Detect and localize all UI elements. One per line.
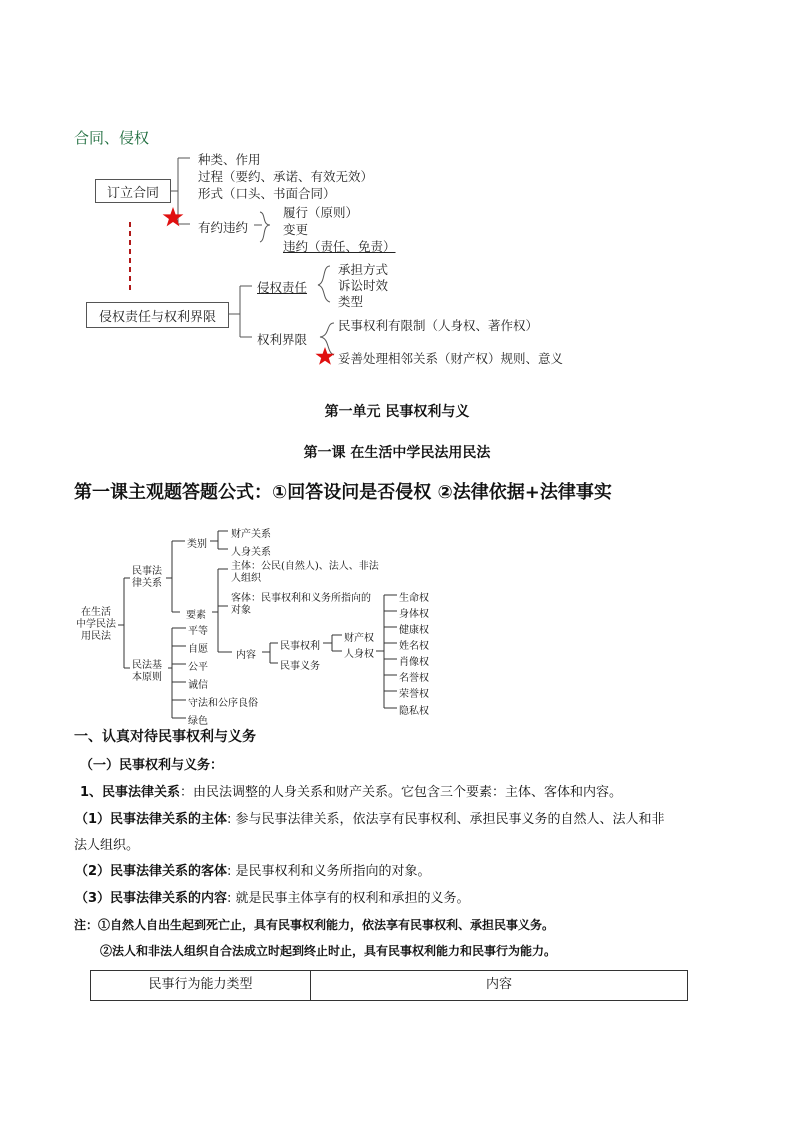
root-node bbox=[74, 607, 118, 643]
content-node: 内容 bbox=[236, 650, 256, 661]
paragraph-text: ：由民法调整的人身关系和财产关系。它包含三个要素：主体、客体和内容。 bbox=[180, 785, 623, 800]
breach-label: 有约违约 bbox=[198, 220, 249, 235]
contract-item: 种类、作用 bbox=[198, 152, 261, 167]
personal-right-item: 生命权 bbox=[399, 593, 429, 604]
subject-line: 主体：公民(自然人)、法人、非法 bbox=[231, 561, 379, 572]
personal-right-node: 人身权 bbox=[344, 649, 374, 660]
elements-node: 要素 bbox=[186, 610, 206, 621]
personal-right-item: 荣誉权 bbox=[399, 689, 429, 700]
rights-boundary-label: 权利界限 bbox=[257, 332, 308, 347]
breach-item: 履行（原则） bbox=[283, 205, 359, 220]
table-header-content: 内容 bbox=[311, 971, 688, 1001]
section-heading: 一、认真对待民事权利与义务 bbox=[74, 729, 256, 745]
paragraph-2-cont: 法人组织。 bbox=[74, 838, 140, 853]
principle-item: 绿色 bbox=[188, 716, 208, 727]
boundary-item: 民事权利有限制（人身权、著作权） bbox=[338, 318, 539, 333]
subject-node bbox=[231, 561, 379, 585]
category-item: 人身关系 bbox=[231, 547, 271, 558]
personal-right-item: 隐私权 bbox=[399, 706, 429, 717]
principle-item: 诚信 bbox=[188, 680, 208, 691]
subject-line: 人组织 bbox=[231, 573, 261, 584]
root-line: 中学民法 bbox=[76, 619, 116, 630]
tort-item: 承担方式 bbox=[338, 262, 389, 277]
tort-item: 诉讼时效 bbox=[338, 278, 389, 293]
lesson-title: 第一课 在生活中学民法用民法 bbox=[303, 445, 491, 461]
note-2: ②法人和非法人组织自合法成立时起到终止时止，具有民事权利能力和民事行为能力。 bbox=[100, 944, 557, 958]
legal-relation-node bbox=[132, 566, 162, 590]
paragraph-label: （1）民事法律关系的主体 bbox=[75, 812, 228, 827]
tort-box: 侵权责任与权利界限 bbox=[86, 302, 229, 328]
paragraph-text: : 是民事权利和义务所指向的对象。 bbox=[227, 864, 431, 879]
section-title-contract-tort: 合同、侵权 bbox=[74, 129, 150, 147]
principle-item: 自愿 bbox=[188, 644, 208, 655]
rel-line: 律关系 bbox=[132, 578, 162, 589]
category-item: 财产关系 bbox=[231, 529, 271, 540]
paragraph-label: 1、民事法律关系 bbox=[80, 785, 181, 800]
principles-line: 民法基 bbox=[132, 660, 162, 671]
rel-line: 民事法 bbox=[132, 566, 162, 577]
personal-right-item: 肖像权 bbox=[399, 657, 429, 668]
answer-formula: 第一课主观题答题公式：①回答设问是否侵权 ②法律依据+法律事实 bbox=[74, 482, 612, 503]
paragraph-2 bbox=[75, 808, 665, 827]
paragraph-4 bbox=[75, 887, 470, 906]
principles-node bbox=[132, 660, 162, 684]
subsection-heading: （一）民事权利与义务： bbox=[80, 758, 224, 773]
root-line: 在生活 bbox=[81, 607, 111, 618]
civil-duties-node: 民事义务 bbox=[280, 661, 320, 672]
personal-right-item: 身体权 bbox=[399, 609, 429, 620]
principle-item: 公平 bbox=[188, 662, 208, 673]
paragraph-1 bbox=[80, 781, 622, 800]
categories-node: 类别 bbox=[187, 539, 207, 550]
paragraph-label: （3）民事法律关系的内容 bbox=[75, 891, 228, 906]
boundary-item: 妥善处理相邻关系（财产权）规则、意义 bbox=[338, 351, 564, 366]
civil-rights-node: 民事权利 bbox=[280, 641, 320, 652]
contract-item: 过程（要约、承诺、有效无效） bbox=[198, 169, 374, 184]
breach-item: 违约（责任、免责） bbox=[283, 239, 396, 254]
object-node bbox=[231, 593, 371, 617]
principle-item: 平等 bbox=[188, 626, 208, 637]
unit-title: 第一单元 民事权利与义 bbox=[324, 404, 470, 420]
personal-right-item: 健康权 bbox=[399, 625, 429, 636]
property-right-node: 财产权 bbox=[344, 633, 374, 644]
principles-line: 本原则 bbox=[132, 672, 162, 683]
paragraph-3 bbox=[75, 860, 431, 879]
personal-right-item: 姓名权 bbox=[399, 641, 429, 652]
contract-box: 订立合同 bbox=[95, 179, 171, 203]
principle-item: 守法和公序良俗 bbox=[188, 698, 258, 709]
tort-liability-label: 侵权责任 bbox=[257, 280, 308, 295]
table-header-type: 民事行为能力类型 bbox=[91, 971, 311, 1001]
personal-right-item: 名誉权 bbox=[399, 673, 429, 684]
tort-item: 类型 bbox=[338, 294, 364, 309]
paragraph-text: : 参与民事法律关系，依法享有民事权利、承担民事义务的自然人、法人和非 bbox=[227, 812, 665, 827]
breach-item: 变更 bbox=[283, 222, 309, 237]
table-header-row bbox=[91, 971, 688, 1001]
object-line: 对象 bbox=[231, 605, 251, 616]
note-1: 注：①自然人自出生起到死亡止，具有民事权利能力，依法享有民事权利、承担民事义务。 bbox=[74, 918, 555, 932]
paragraph-text: : 就是民事主体享有的权利和承担的义务。 bbox=[227, 891, 470, 906]
paragraph-label: （2）民事法律关系的客体 bbox=[75, 864, 228, 879]
object-line: 客体：民事权利和义务所指向的 bbox=[231, 593, 371, 604]
contract-item: 形式（口头、书面合同） bbox=[198, 186, 336, 201]
root-line: 用民法 bbox=[81, 631, 111, 642]
capacity-table bbox=[90, 970, 688, 1001]
